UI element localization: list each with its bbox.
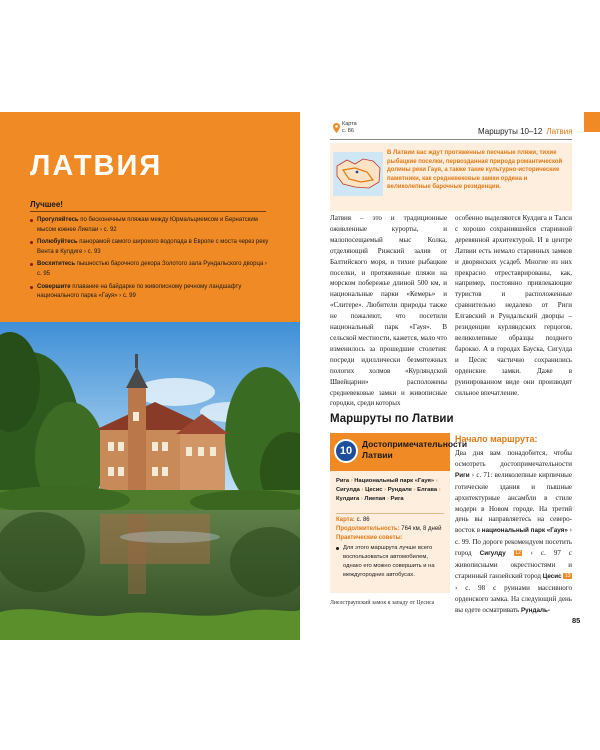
left-page: [0, 112, 300, 640]
map-reference: Карта с. 86: [342, 121, 357, 134]
highlights-box: [0, 112, 300, 322]
route-path: Рига › Национальный парк «Гауя» › Сигулда › Цесис › Рундале › Елгава › Кулдига › Лиепая › Рига: [336, 478, 441, 502]
intro-box: [330, 143, 572, 211]
route-tips: [336, 544, 446, 580]
divider: [30, 211, 266, 212]
right-page: [300, 112, 600, 640]
map-pin-icon: [333, 123, 340, 133]
route-name: Достопримечательности Латвии: [362, 439, 468, 460]
list-item: Прогуляйтесь по бесконечным пляжам между Юрмальциемсом и Бернатским мысом южнее Лиепаи › с. 92: [30, 216, 270, 235]
list-item: Для этого маршрута лучше всего воспользоваться автомобилем, однако его можно совершить и на междугородних автобусах.: [336, 544, 446, 580]
list-item: Совершите плавание на байдарке по живописному речному ландшафту национального парка «Гауя» › с. 99: [30, 283, 270, 302]
chapter-tab: [584, 112, 600, 132]
list-item: Полюбуйтесь панорамой самого широкого водопада в Европе с моста через реку Вента в Кулдиге › с. 93: [30, 238, 270, 257]
best-title: Лучшее!: [30, 200, 63, 209]
list-item: Восхититесь пышностью барочного декора Золотого зала Рундальского дворца › с. 95: [30, 260, 270, 279]
intro-text: В Латвии вас ждут протяженные песчаные пляжи, тихие рыбацкие поселки, первозданная природа романтической долины реки Гауя, а также такие культурно-исторические памятники, как средневековые замки ордена и великолепные барочные резиденции.: [387, 150, 563, 191]
route-header: [330, 433, 468, 471]
start-title: Начало маршрута:: [455, 434, 538, 444]
divider: [336, 513, 444, 514]
page-number: 85: [572, 616, 581, 625]
country-title: ЛАТВИЯ: [30, 150, 163, 182]
route-duration: Продолжительность: 764 км, 8 дней: [336, 526, 442, 532]
route-map-ref: Карта: с. 86: [336, 517, 370, 523]
castle-photo: [0, 322, 300, 640]
book-spread: [0, 112, 600, 640]
route-tips-title: Практические советы:: [336, 535, 403, 541]
section-title: Маршруты по Латвии: [330, 413, 454, 425]
route-box: [330, 433, 468, 593]
route-number-badge: 10: [334, 439, 358, 463]
route-description: Два дня вам понадобится, чтобы осмотреть достопримечательности Риги › с. 71: великолепные кирпичные готические здания и пышные архитектурные ансамбли в стиле модерн в Новом городе. На третий день вы направляетесь на северо-восток в национальный парк «Гауя» › с. 99. По дороге рекомендуем посетить город Сигулду 12 › с. 97 с живописными окрестностями и старинный ганзейский город Цесис 13 › с. 98 с руинами массивного орденского замка. На следующий день вы едете осматривать Рундаль-: [455, 449, 573, 614]
body-column-right: особенно выделяются Кулдига и Талси с хорошо сохранившейся старинной деревянной архитектурой. И в центре Латвии есть немало старинных замков и дворянских усадеб. Многие из них прекрасно отреставрированы, как, например, постоянно привлекающие туристов и расположенные сравнительно недалеко от Риги Елгавский и Рундальский дворцы – резиденции курляндских герцогов, великолепные образцы позднего барокко. А в городах Бауска, Сигулда и Цесис частично сохранились орденские замки. Даже в руинированном виде они производят сильное впечатление.: [455, 214, 572, 397]
best-list: [30, 216, 270, 305]
body-column-left: Латвия – это и традиционные оживленные курорты, и малопосещаемый мыс Колка, отделяющий Рижский залив от Балтийского моря, и тихие рыбацкие поселки, и протяженные пляжи на морском побережье длиной 500 км, и национальные парки «Кемерь» и «Слитере». Любители природы также не пожалеют, что посетили национальный парк «Гауя». В сельской местности, кажется, мало что изменилось за прошедшие столетия: посреди идиллически безмятежных пологих холмов «Курляндской Швейцарии» расположены средневековые замки и живописные городки, среди которых: [330, 214, 447, 408]
route-ref-badge: 13: [564, 572, 571, 579]
route-ref-badge: 12: [515, 550, 521, 557]
latvia-map-icon: [333, 152, 383, 196]
photo-caption: Лиелстраупский замок к западу от Цесиса: [330, 600, 435, 606]
divider: [330, 139, 572, 140]
running-head: Маршруты 10–12 Латвия: [478, 127, 573, 136]
